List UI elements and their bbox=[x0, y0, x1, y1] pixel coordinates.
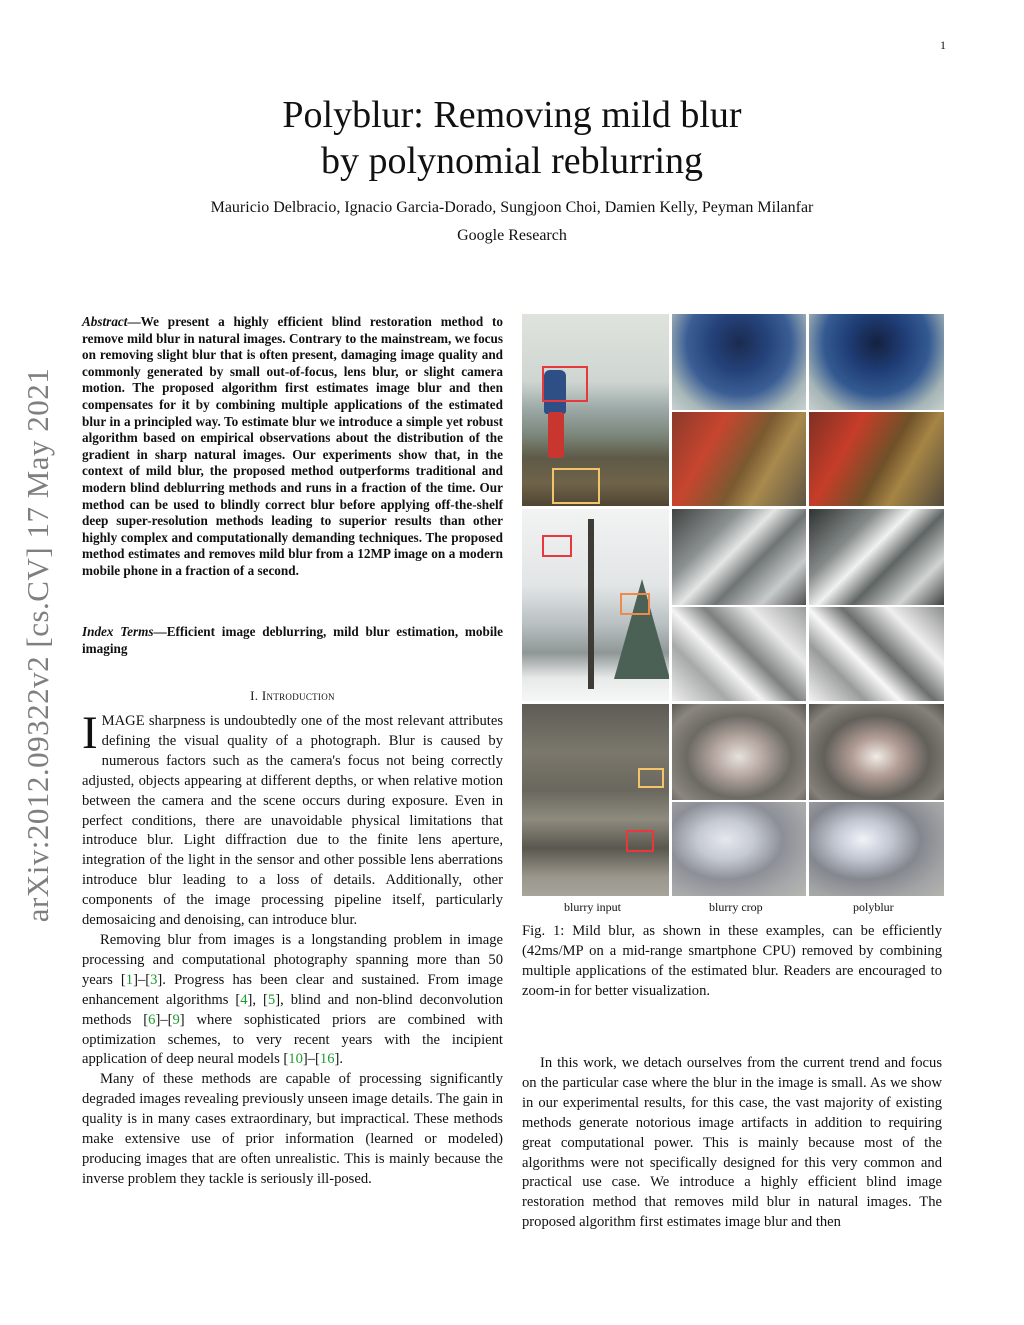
intro-text bbox=[82, 707, 503, 1190]
mountain-blurry-crop-legs bbox=[672, 412, 806, 506]
citation-link[interactable]: 9 bbox=[172, 1011, 180, 1028]
citation-link[interactable]: 5 bbox=[267, 991, 276, 1008]
p2-seg-h: ]–[ bbox=[302, 1051, 320, 1068]
right-column-text bbox=[522, 1054, 942, 1233]
temple-polyblur-1 bbox=[809, 704, 944, 800]
index-terms-lead: Index Terms bbox=[82, 624, 154, 639]
p2-seg-f: ]–[ bbox=[155, 1011, 173, 1028]
affiliation: Google Research bbox=[457, 227, 567, 244]
temple-blurry-crop-2 bbox=[672, 802, 806, 896]
section-title: Introduction bbox=[261, 688, 335, 703]
feet-crop-box bbox=[552, 468, 600, 504]
branch-crop-box-2 bbox=[620, 593, 650, 615]
abstract-text: —We present a highly efficient blind restoration method to remove mild blur in natural images. Contrary to the mainstream, we focus on removing slight blur that is often present, damaging image quality and commonly generated by small out-of-focus, lens blur, or slight camera motion. The proposed algorithm first estimates image blur and then compensates for it by combining multiple applications of the estimated blur in a principled way. To estimate blur we introduce a simple yet robust algorithm based on empirical observations about the distribution of the gradient in sharp natural images. Our experiments show that, in the context of mild blur, the proposed method outperforms traditional and modern blind deblurring methods and runs in a fraction of the time. Our method can be used to blindly correct blur before applying off-the-shelf deep super-resolution methods leading to superior results than other highly complex and computationally demanding techniques. The proposed method estimates and removes mild blur from a 12MP image on a modern mobile phone in a fraction of a second. bbox=[82, 314, 503, 578]
mountain-polyblur-face bbox=[809, 314, 944, 410]
citation-link[interactable]: 3 bbox=[150, 971, 158, 988]
intro-paragraph-1 bbox=[82, 707, 503, 931]
hiker-legs bbox=[548, 412, 564, 458]
page-number: 1 bbox=[940, 38, 946, 52]
section-number: I. bbox=[250, 688, 259, 703]
mountain-blurry-crop-face bbox=[672, 314, 806, 410]
intro-paragraph-3: Many of these methods are capable of processing significantly degraded images revealing previously unseen image details. The gain in quality is in many cases extraordinary, but impractical. These methods make extensive use of prior information (learned or modeled) producing images that are often unrealistic. This is mainly because the inverse problem they tackle is seriously ill-posed. bbox=[82, 1071, 503, 1187]
p2-seg-c: ]. Progress has been clear and sustained. From image enhancement algorithms [ bbox=[82, 971, 503, 1008]
tree-blurry-crop-1 bbox=[672, 509, 806, 605]
section-heading bbox=[82, 688, 503, 704]
branch-crop-box bbox=[542, 535, 572, 557]
author-list: Mauricio Delbracio, Ignacio Garcia-Dorado, Sungjoon Choi, Damien Kelly, Peyman Milanfar bbox=[210, 199, 814, 216]
p2-seg-e: ], blind and non-blind deconvolution methods [ bbox=[82, 991, 503, 1028]
citation-link[interactable]: 6 bbox=[148, 1011, 156, 1028]
figure-1 bbox=[522, 314, 944, 896]
intro-paragraph-2 bbox=[82, 931, 503, 1070]
arxiv-identifier-text: arXiv:2012.09322v2 [cs.CV] 17 May 2021 bbox=[20, 367, 55, 923]
title-line-1: Polyblur: Removing mild blur bbox=[282, 94, 742, 136]
citation-link[interactable]: 4 bbox=[240, 991, 248, 1008]
title-line-2: by polynomial reblurring bbox=[320, 140, 704, 182]
label-blurry-input: blurry input bbox=[564, 900, 621, 914]
temple-polyblur-2 bbox=[809, 802, 944, 896]
citation-link[interactable]: 16 bbox=[319, 1051, 335, 1068]
label-blurry-crop: blurry crop bbox=[709, 900, 763, 914]
figure-caption: Fig. 1: Mild blur, as shown in these examples, can be efficiently (42ms/MP on a mid-range smartphone CPU) removed by combining multiple applications of the estimated blur. Readers are encouraged to zoom-in for better visualization. bbox=[522, 923, 942, 999]
p2-seg-b: ]–[ bbox=[133, 971, 151, 988]
abstract-lead: Abstract bbox=[82, 314, 128, 329]
intro-p1-text: MAGE sharpness is undoubtedly one of the most relevant attributes defining the visual quality of a photograph. Blur is caused by numerous factors such as the camera's focus not being correctly adjusted, objects appearing at different depths, or when relative motion between the camera and the scene occurs during exposure. Even in perfect conditions, there are unavoidable physical limitations that introduce blur. Light diffraction due to the finite lens aperture, integration of the light in the sensor and other possible lens aberrations introduce blur leading to a loss of details. Additionally, other components of the image processing pipeline itself, particularly demosaicing and denoising, can introduce blur. bbox=[82, 713, 503, 929]
paper-title bbox=[0, 92, 1024, 184]
mountain-blurry-input bbox=[522, 314, 669, 506]
arxiv-identifier bbox=[8, 340, 68, 950]
face-crop-box bbox=[542, 366, 588, 402]
temple-blurry-crop-1 bbox=[672, 704, 806, 800]
tree-blurry-input bbox=[522, 509, 669, 701]
right-paragraph-1: In this work, we detach ourselves from the current trend and focus on the particular case where the blur in the image is small. As we show in our experimental results, for this case, the vast majority of existing methods generate notorious image artifacts in addition to requiring great computational power. This is mainly because most of the algorithms were not specifically designed for this very common and practical use case. We introduce a highly efficient blind image restoration method that removes mild blur in natural images. The proposed algorithm first estimates image blur and then bbox=[522, 1055, 942, 1231]
index-terms-text: —Efficient image deblurring, mild blur estimation, mobile imaging bbox=[82, 624, 504, 656]
tourist-crop-box-2 bbox=[626, 830, 654, 852]
temple-blurry-input bbox=[522, 704, 669, 896]
tree-polyblur-2 bbox=[809, 607, 944, 701]
p2-seg-g: ] where sophisticated priors are combined with optimization schemes, to very recent years with the incipient application of deep neural models [ bbox=[82, 1011, 503, 1068]
mountain-polyblur-legs bbox=[809, 412, 944, 506]
p2-seg-a: Removing blur from images is a longstanding problem in image processing and computational photography spanning more than 50 years [ bbox=[82, 931, 503, 988]
tourist-crop-box bbox=[638, 768, 664, 788]
tree-blurry-crop-2 bbox=[672, 607, 806, 701]
tree-polyblur-1 bbox=[809, 509, 944, 605]
tree-trunk bbox=[588, 519, 594, 689]
label-polyblur: polyblur bbox=[853, 900, 894, 914]
citation-link[interactable]: 1 bbox=[125, 971, 134, 988]
p2-seg-i: ]. bbox=[334, 1051, 343, 1068]
dropcap: I bbox=[82, 707, 98, 759]
citation-link[interactable]: 10 bbox=[288, 1051, 303, 1068]
abstract bbox=[82, 314, 503, 580]
index-terms bbox=[82, 624, 503, 657]
p2-seg-d: ], [ bbox=[247, 991, 268, 1008]
